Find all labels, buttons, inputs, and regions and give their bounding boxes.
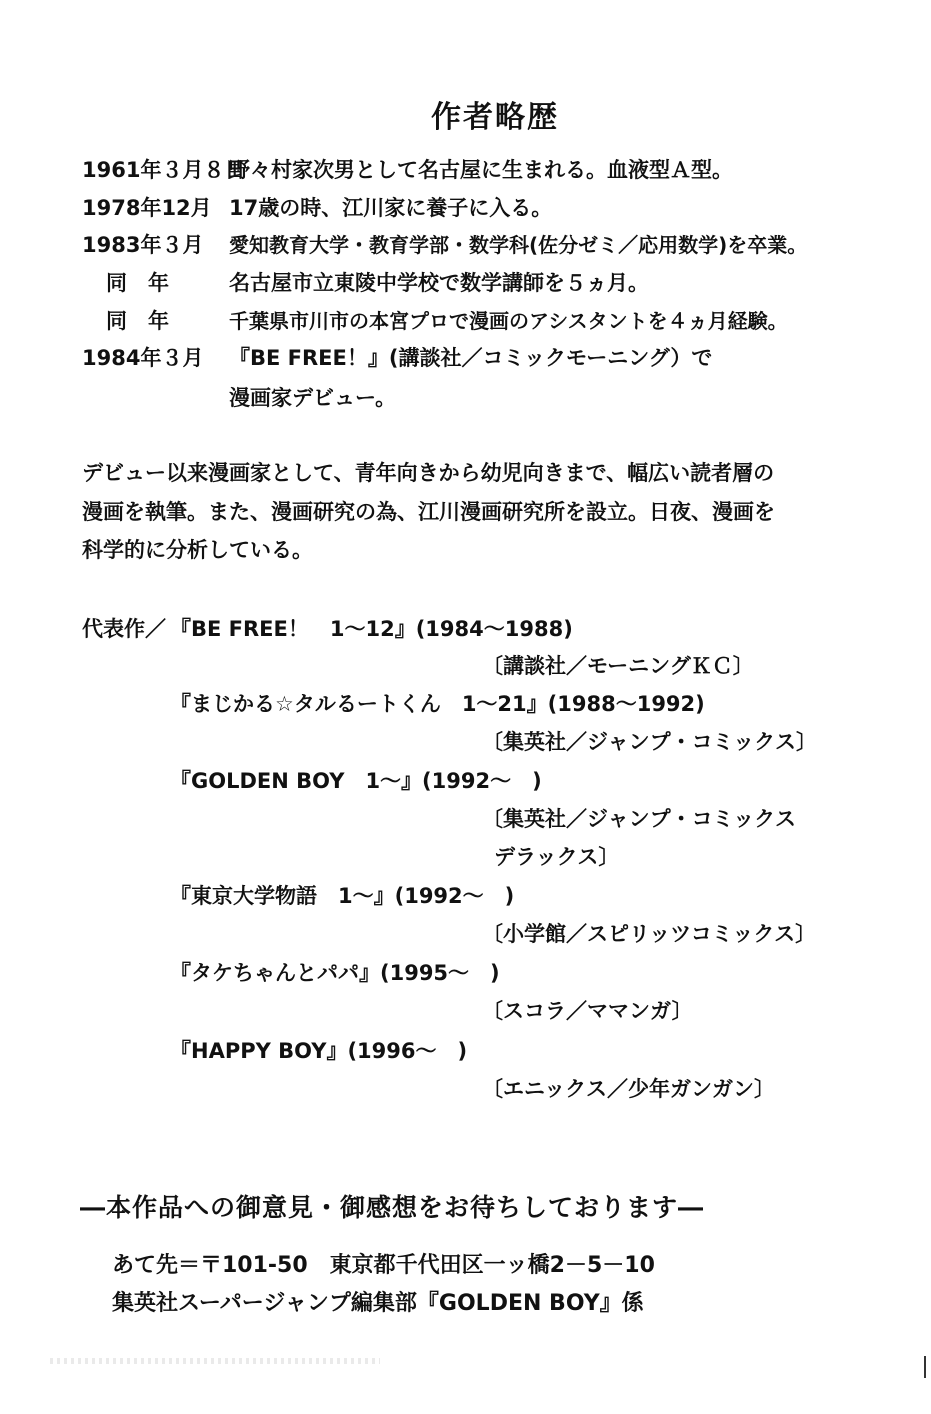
work-title: 『東京大学物語 1～』(1992～ ) [170,884,515,908]
work-publisher: デラックス〕 [494,845,620,869]
paragraph-line: 科学的に分析している。 [82,538,313,562]
scan-artifact [50,1358,380,1364]
work-title: 『BE FREE！ 1～12』(1984～1988) [170,617,573,641]
history-event: 17歳の時、江川家に養子に入る。 [229,196,553,220]
page-title: 作者略歴 [431,100,559,135]
work-title: 『HAPPY BOY』(1996～ ) [170,1039,468,1063]
footer-message: ―本作品への御意見・御感想をお待ちしております― [80,1193,705,1222]
history-event: 『BE FREE！』(講談社／コミックモーニング）で [229,346,713,370]
history-date: 1961年３月８日 [82,158,246,182]
history-event: 千葉県市川市の本宮プロで漫画のアシスタントを４ヵ月経験。 [229,309,788,333]
work-publisher: 〔講談社／モーニングＫＣ〕 [482,654,754,678]
work-title: 『タケちゃんとパパ』(1995～ ) [170,961,500,985]
address-line: あて先＝〒101-50 東京都千代田区一ッ橋2－5－10 [112,1253,655,1278]
works-label: 代表作／ [82,617,166,641]
history-event: 野々村家次男として名古屋に生まれる。血液型Ａ型。 [229,158,733,182]
paragraph-line: 漫画を執筆。また、漫画研究の為、江川漫画研究所を設立。日夜、漫画を [82,500,775,524]
address-line: 集英社スーパージャンプ編集部『GOLDEN BOY』係 [112,1291,644,1316]
history-event: 愛知教育大学・教育学部・数学科(佐分ゼミ／応用数学)を卒業。 [229,233,808,257]
history-event: 名古屋市立東陵中学校で数学講師を５ヵ月。 [229,271,649,295]
work-publisher: 〔エニックス／少年ガンガン〕 [482,1077,775,1101]
work-publisher: 〔集英社／ジャンプ・コミックス [482,807,796,831]
history-date: 1984年３月 [82,346,204,370]
work-title: 『まじかる☆タルるートくん 1～21』(1988～1992) [170,692,705,716]
history-event: 漫画家デビュー。 [229,386,397,410]
history-date: 1983年３月 [82,233,204,257]
work-title: 『GOLDEN BOY 1～』(1992～ ) [170,769,542,793]
work-publisher: 〔集英社／ジャンプ・コミックス〕 [482,730,817,754]
history-date: 同 年 [106,271,169,295]
work-publisher: 〔小学館／スピリッツコミックス〕 [482,922,817,946]
history-date: 同 年 [106,309,169,333]
history-date: 1978年12月 [82,196,212,220]
work-publisher: 〔スコラ／ママンガ〕 [482,999,693,1023]
paragraph-line: デビュー以来漫画家として、青年向きから幼児向きまで、幅広い読者層の [82,461,775,485]
edge-mark [924,1356,926,1378]
